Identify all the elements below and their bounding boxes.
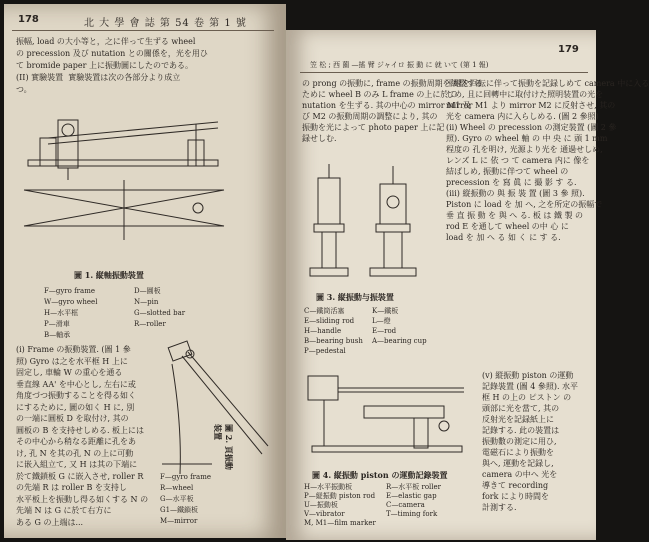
figure-1-caption: 圖 1. 縦軸振動裝置 [74,270,144,280]
text-line: 計測する. [482,503,517,512]
legend-item: B—bearing bush [304,337,363,345]
text-line: 圓板の B を支持せしめる. 板上には [16,425,145,435]
legend-item: P—滑車 [44,320,70,328]
text-line: 照) Gyro は之を水平框 H 上に [16,356,128,366]
running-head-left: 北 大 學 會 誌 第 54 卷 第 1 號 [84,18,247,29]
text-line: 録せしむ. [302,134,337,143]
text-line: 光を camera 内に入らしめる. (圖 2 參照) [446,112,599,121]
legend-item: C—鐵筒活塞 [304,307,345,315]
text-line: 照). Gyro の wheel 軸 の 中 央 に 頭 1 mm [446,134,608,143]
text-line: mirror M1 より mirror M2 に反射させ, 其の [446,101,616,110]
legend-item: P—縦振動 piston rod [304,492,376,500]
legend-item: T—timing fork [386,510,438,518]
text-line: その中心から稍なる距離に孔をあ [16,437,136,446]
text-line: (v) 縦振動 piston の運動 [482,371,574,380]
text-line: (i) Frame の振動裝置. (圖 1 參 [16,345,131,354]
text-line: 先端 N は G に於て右方に [16,506,112,515]
legend-item: E—elastic gap [386,492,437,500]
text-line: の先端 R は roller B を支持し [16,483,127,492]
legend-item: G1—鐵鎖板 [160,506,199,514]
text-line: に嵌入組立て, 又 H は其の下端に [16,460,138,469]
text-line: rod E を通して wheel の中 心 に [446,222,569,231]
legend-item: L—燈 [372,317,391,325]
figure-3-caption: 圖 3. 縦振動与振裝置 [316,292,394,302]
running-head-right: 笠 松 ; 西 薗 —搖 臂 ジャイロ 振 動 に 就 いて (第 1 報) [310,61,489,69]
legend-item: H—水平框 [44,309,79,317]
legend-item: E—rod [372,327,397,335]
text-line: nutation を生ずる. 其の中心の mirror M1 及 [302,101,472,110]
legend-item: H—handle [304,327,342,335]
text-line: 反射光を記録紙上に [482,415,554,424]
legend-item: C—camera [386,501,425,509]
legend-item: V—vibrator [304,510,345,518]
left-page [4,4,286,538]
text-line: 結ばしめ, 振動に伴つて wheel の [446,167,569,176]
figure-1-drawing [18,100,230,268]
text-line: 固定し, 車輪 W の重心を通る [16,368,123,377]
legend-item: G—slotted bar [134,309,186,317]
text-line: 導きて recording [482,481,549,490]
text-line: 電磁石により振動を [482,448,554,457]
text-line: 振動を光によって photo paper 上に記 [302,123,445,132]
legend-item: B—軸承 [44,331,71,339]
text-line: 記錄する. 此の裝置は [482,426,560,435]
legend-item: R—roller [134,320,166,328]
text-line: camera の中へ 光を [482,470,558,479]
legend-item: R—水平板 roller [386,483,442,491]
text-line: て bromide paper 上に振動圖にしたのである。 [16,61,193,70]
text-line: 垂 直 振 動 を 與 へ る. 板 は 鐵 製 の [446,211,584,220]
legend-item: G—水平板 [160,495,194,503]
text-line: 框 H の上の ピストン の [482,393,572,402]
text-line: 角度づつ振動することを得る如く [16,391,136,400]
legend-item: P—pedestal [304,347,346,355]
header-rule [12,30,274,31]
figure-2-caption: 圖 2. 頁振動装置 [213,424,234,470]
legend-item: F—gyro frame [160,473,211,481]
header-rule [300,72,588,73]
text-line: しめ, 且に回轉中に取付けた照明装置の光を [446,90,604,99]
legend-item: K—鐵板 [372,307,399,315]
text-line: 頭部に光を當て, 其の [482,404,560,413]
legend-item: U—振動板 [304,501,338,509]
text-line: 程度の 孔を明け, 光源より光を 通過せしめ, [446,145,603,154]
text-line: Piston に load を 加 へ, 之を所定の振幅で [446,200,603,209]
text-line: 振動數の測定に用ひ, [482,437,557,446]
text-line: (ii) Wheel の precession の測定裝置 (圖 2 參 [446,123,617,132]
legend-item: M, M1—film marker [304,519,376,527]
figure-3-drawing [304,158,436,288]
text-line: 於て鐵鎖板 G に嵌入させ, roller R [16,471,144,481]
text-line: の一端に圓板 D を取付け, 其の [16,414,129,423]
right-page [286,30,649,540]
text-line: レンズ L に 依 つ て camera 内に 像を [446,156,590,165]
text-line: び M2 の振動周期の調整により, 其の [302,112,438,121]
text-line: にするために, 圖の如く H に, 別 [16,402,135,412]
text-line: ある G の上端は... [16,517,84,527]
text-line: precession を 寫 眞 に 撮 影 す る. [446,178,577,187]
text-line: (II) 實驗裝置 實驗裝置は次の各部分より成立 [16,73,181,82]
text-line: (iii) 縦振動の 與 振 裝 置 (圖 3 參 照). [446,189,585,198]
text-line: ために wheel B のみ L frame の上に於て [302,90,457,99]
legend-item: M—mirror [160,517,198,525]
text-line: 平線を回転に伴って振動を記録しめて camera 中に入る [446,79,649,88]
legend-item: H—水平振動板 [304,483,353,491]
legend-item: E—sliding rod [304,317,355,325]
text-line: load を 加 へ る 如 く に す る. [446,233,561,242]
text-line: の precession 及び nutation との關係を，光を用ひ [16,49,208,58]
text-line: 振幅, load の大小等と，之に伴って生ずる wheel [16,37,196,46]
text-line: け, 孔 N を其の孔 N の上に可動 [16,448,134,458]
text-line: 與へ, 運動を記録し, [482,459,554,468]
text-line: の prong の振動に, frame の振動周期を調整する [302,79,483,88]
page-number-left: 178 [18,14,39,25]
text-line: つ。 [16,85,32,94]
text-line: 記錄裝置 (圖 4 參照). 水平 [482,382,579,391]
text-line: 水平板上を振動し得る如くする N の [16,494,149,504]
legend-item: R—wheel [160,484,194,492]
figure-4-drawing [304,366,474,466]
legend-item: A—bearing cup [372,337,427,345]
legend-item: F—gyro frame [44,287,95,295]
text-line: fork により時間を [482,492,549,501]
legend-item: W—gyro wheel [44,298,98,306]
figure-4-caption: 圖 4. 縦振動 piston の運動記錄裝置 [312,470,448,480]
text-line: 垂直線 AA' を中心とし, 左右に或 [16,379,136,389]
page-number-right: 179 [558,44,579,55]
legend-item: D—圓板 [134,287,161,295]
legend-item: N—pin [134,298,159,306]
